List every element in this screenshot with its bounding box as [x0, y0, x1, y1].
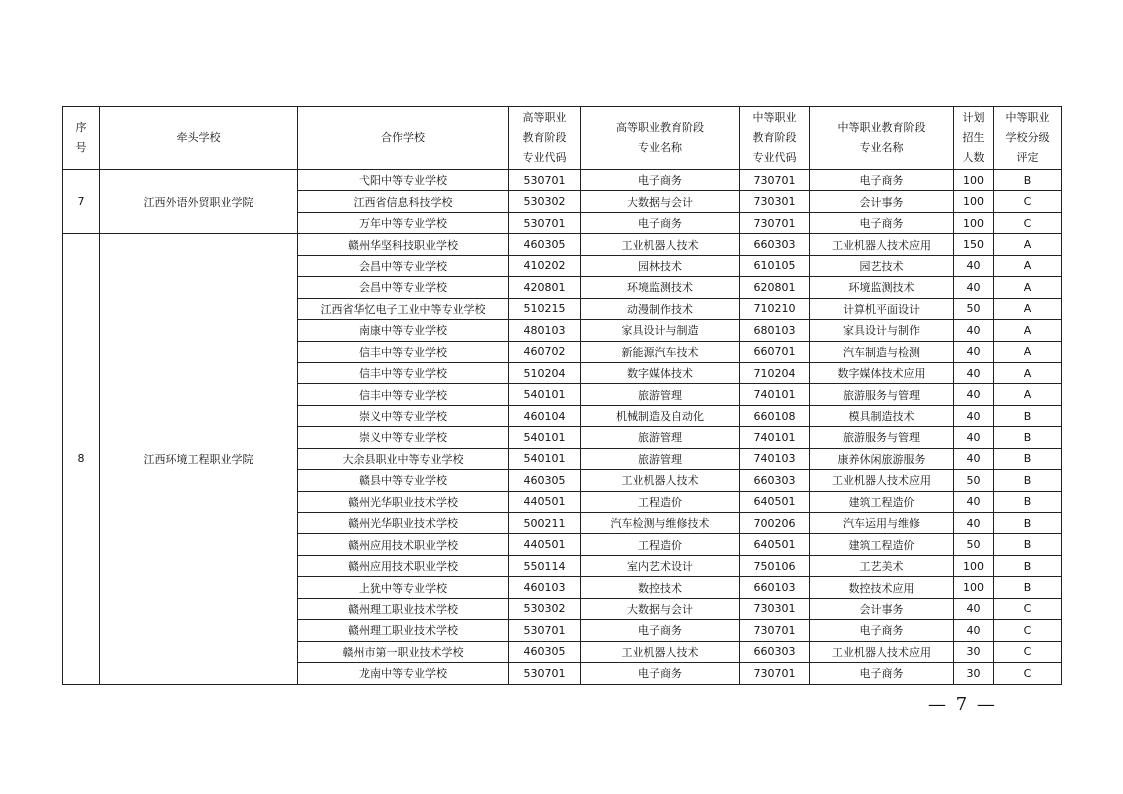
cell-secondary-major: 工艺美术	[810, 555, 954, 576]
cell-grade: B	[994, 405, 1062, 426]
cell-secondary-code: 620801	[740, 277, 810, 298]
cell-secondary-code: 730701	[740, 212, 810, 233]
cell-higher-major: 电子商务	[581, 620, 740, 641]
cell-grade: B	[994, 534, 1062, 555]
cell-coop-school: 上犹中等专业学校	[298, 577, 509, 598]
table-row	[63, 234, 1062, 255]
cell-higher-code: 530302	[509, 191, 581, 212]
cell-plan-count: 100	[954, 191, 994, 212]
cell-higher-major: 室内艺术设计	[581, 555, 740, 576]
cell-higher-code: 530701	[509, 620, 581, 641]
cell-plan-count: 100	[954, 555, 994, 576]
cell-secondary-major: 电子商务	[810, 170, 954, 191]
cell-plan-count: 50	[954, 298, 994, 319]
cell-plan-count: 40	[954, 427, 994, 448]
cell-plan-count: 40	[954, 491, 994, 512]
cell-higher-code: 540101	[509, 427, 581, 448]
cell-grade: B	[994, 470, 1062, 491]
cell-coop-school: 会昌中等专业学校	[298, 255, 509, 276]
cell-secondary-major: 工业机器人技术应用	[810, 641, 954, 662]
cell-secondary-code: 750106	[740, 555, 810, 576]
cell-grade: A	[994, 384, 1062, 405]
cell-higher-code: 480103	[509, 320, 581, 341]
cell-coop-school: 万年中等专业学校	[298, 212, 509, 233]
cell-secondary-code: 730701	[740, 620, 810, 641]
cell-plan-count: 40	[954, 277, 994, 298]
cell-higher-code: 530302	[509, 598, 581, 619]
cell-coop-school: 赣州华坚科技职业学校	[298, 234, 509, 255]
cell-higher-major: 动漫制作技术	[581, 298, 740, 319]
cell-higher-code: 540101	[509, 448, 581, 469]
cell-higher-major: 工程造价	[581, 534, 740, 555]
cell-higher-code: 440501	[509, 491, 581, 512]
cell-higher-code: 460305	[509, 234, 581, 255]
cell-lead-school: 江西外语外贸职业学院	[100, 170, 298, 234]
cell-secondary-major: 工业机器人技术应用	[810, 234, 954, 255]
cell-higher-code: 460104	[509, 405, 581, 426]
cell-secondary-code: 640501	[740, 491, 810, 512]
cell-secondary-code: 680103	[740, 320, 810, 341]
cell-plan-count: 40	[954, 341, 994, 362]
cell-secondary-major: 旅游服务与管理	[810, 427, 954, 448]
cell-grade: C	[994, 663, 1062, 684]
cell-higher-major: 数字媒体技术	[581, 362, 740, 383]
cell-higher-code: 460702	[509, 341, 581, 362]
cell-secondary-code: 660701	[740, 341, 810, 362]
cell-coop-school: 信丰中等专业学校	[298, 362, 509, 383]
cell-plan-count: 150	[954, 234, 994, 255]
cell-plan-count: 40	[954, 448, 994, 469]
page-number: — 7 —	[928, 694, 997, 715]
cell-coop-school: 大余县职业中等专业学校	[298, 448, 509, 469]
cell-higher-code: 460103	[509, 577, 581, 598]
cell-plan-count: 50	[954, 470, 994, 491]
cell-grade: C	[994, 620, 1062, 641]
cell-secondary-code: 660103	[740, 577, 810, 598]
cell-higher-major: 电子商务	[581, 170, 740, 191]
cell-higher-major: 大数据与会计	[581, 191, 740, 212]
cell-coop-school: 赣州理工职业技术学校	[298, 620, 509, 641]
cell-higher-major: 工业机器人技术	[581, 234, 740, 255]
cell-higher-code: 530701	[509, 663, 581, 684]
cell-coop-school: 赣县中等专业学校	[298, 470, 509, 491]
cell-secondary-code: 730301	[740, 191, 810, 212]
cell-plan-count: 30	[954, 641, 994, 662]
cell-secondary-code: 610105	[740, 255, 810, 276]
cell-higher-code: 550114	[509, 555, 581, 576]
cell-secondary-major: 会计事务	[810, 598, 954, 619]
cell-higher-code: 510215	[509, 298, 581, 319]
cell-higher-major: 工业机器人技术	[581, 470, 740, 491]
cell-higher-major: 数控技术	[581, 577, 740, 598]
cell-plan-count: 50	[954, 534, 994, 555]
cell-plan-count: 40	[954, 384, 994, 405]
cell-grade: A	[994, 362, 1062, 383]
cell-secondary-major: 环境监测技术	[810, 277, 954, 298]
header-higher-major: 高等职业教育阶段 专业名称	[581, 107, 740, 170]
cell-secondary-major: 会计事务	[810, 191, 954, 212]
cell-plan-count: 40	[954, 513, 994, 534]
cell-higher-major: 汽车检测与维修技术	[581, 513, 740, 534]
cell-secondary-major: 电子商务	[810, 212, 954, 233]
cell-plan-count: 40	[954, 362, 994, 383]
cell-secondary-code: 740103	[740, 448, 810, 469]
cell-higher-code: 510204	[509, 362, 581, 383]
header-seq: 序 号	[63, 107, 100, 170]
cell-secondary-major: 旅游服务与管理	[810, 384, 954, 405]
cell-coop-school: 赣州应用技术职业学校	[298, 534, 509, 555]
cell-grade: C	[994, 598, 1062, 619]
cell-grade: A	[994, 341, 1062, 362]
cell-grade: B	[994, 577, 1062, 598]
cell-coop-school: 江西省华忆电子工业中等专业学校	[298, 298, 509, 319]
cell-grade: B	[994, 513, 1062, 534]
header-lead-school: 牵头学校	[100, 107, 298, 170]
cell-grade: A	[994, 298, 1062, 319]
cell-secondary-code: 740101	[740, 427, 810, 448]
cell-grade: C	[994, 641, 1062, 662]
cell-secondary-code: 730701	[740, 170, 810, 191]
cell-secondary-code: 660303	[740, 641, 810, 662]
cell-secondary-code: 740101	[740, 384, 810, 405]
cell-grade: B	[994, 555, 1062, 576]
header-secondary-major: 中等职业教育阶段 专业名称	[810, 107, 954, 170]
cell-higher-major: 大数据与会计	[581, 598, 740, 619]
cell-higher-code: 540101	[509, 384, 581, 405]
cell-higher-code: 460305	[509, 470, 581, 491]
cell-plan-count: 40	[954, 320, 994, 341]
cell-secondary-major: 汽车运用与维修	[810, 513, 954, 534]
cell-secondary-code: 730701	[740, 663, 810, 684]
cell-higher-code: 440501	[509, 534, 581, 555]
cell-plan-count: 40	[954, 620, 994, 641]
cell-secondary-major: 模具制造技术	[810, 405, 954, 426]
cell-higher-code: 420801	[509, 277, 581, 298]
cell-coop-school: 江西省信息科技学校	[298, 191, 509, 212]
cell-secondary-major: 家具设计与制作	[810, 320, 954, 341]
cell-plan-count: 40	[954, 598, 994, 619]
cell-secondary-major: 建筑工程造价	[810, 491, 954, 512]
header-row	[63, 107, 1062, 170]
cell-grade: B	[994, 170, 1062, 191]
header-plan-count: 计划 招生 人数	[954, 107, 994, 170]
header-coop-school: 合作学校	[298, 107, 509, 170]
cell-grade: C	[994, 191, 1062, 212]
cell-higher-code: 530701	[509, 170, 581, 191]
cell-plan-count: 100	[954, 212, 994, 233]
cell-higher-major: 新能源汽车技术	[581, 341, 740, 362]
cell-coop-school: 赣州光华职业技术学校	[298, 491, 509, 512]
cell-secondary-code: 640501	[740, 534, 810, 555]
cell-grade: B	[994, 427, 1062, 448]
cell-secondary-major: 电子商务	[810, 620, 954, 641]
header-secondary-code: 中等职业 教育阶段 专业代码	[740, 107, 810, 170]
cell-higher-major: 旅游管理	[581, 427, 740, 448]
cell-higher-major: 电子商务	[581, 212, 740, 233]
cell-grade: A	[994, 255, 1062, 276]
cell-coop-school: 赣州光华职业技术学校	[298, 513, 509, 534]
cell-plan-count: 100	[954, 170, 994, 191]
cell-higher-major: 工业机器人技术	[581, 641, 740, 662]
cell-higher-major: 电子商务	[581, 663, 740, 684]
cell-grade: C	[994, 212, 1062, 233]
cell-secondary-major: 计算机平面设计	[810, 298, 954, 319]
cell-higher-major: 机械制造及自动化	[581, 405, 740, 426]
cell-seq: 7	[63, 170, 100, 234]
cell-coop-school: 弋阳中等专业学校	[298, 170, 509, 191]
header-higher-code: 高等职业 教育阶段 专业代码	[509, 107, 581, 170]
cell-secondary-major: 汽车制造与检测	[810, 341, 954, 362]
enrollment-table	[62, 106, 1062, 685]
cell-secondary-code: 660303	[740, 470, 810, 491]
cell-secondary-major: 电子商务	[810, 663, 954, 684]
cell-higher-major: 家具设计与制造	[581, 320, 740, 341]
cell-grade: B	[994, 491, 1062, 512]
cell-higher-major: 旅游管理	[581, 384, 740, 405]
cell-coop-school: 信丰中等专业学校	[298, 384, 509, 405]
header-grade: 中等职业 学校分级 评定	[994, 107, 1062, 170]
cell-lead-school: 江西环境工程职业学院	[100, 234, 298, 684]
cell-higher-major: 旅游管理	[581, 448, 740, 469]
cell-higher-major: 工程造价	[581, 491, 740, 512]
cell-higher-code: 530701	[509, 212, 581, 233]
cell-secondary-code: 700206	[740, 513, 810, 534]
cell-grade: A	[994, 234, 1062, 255]
cell-higher-code: 500211	[509, 513, 581, 534]
cell-secondary-major: 数字媒体技术应用	[810, 362, 954, 383]
cell-higher-major: 园林技术	[581, 255, 740, 276]
cell-plan-count: 100	[954, 577, 994, 598]
cell-coop-school: 信丰中等专业学校	[298, 341, 509, 362]
cell-coop-school: 崇义中等专业学校	[298, 427, 509, 448]
cell-coop-school: 崇义中等专业学校	[298, 405, 509, 426]
cell-coop-school: 龙南中等专业学校	[298, 663, 509, 684]
cell-higher-code: 410202	[509, 255, 581, 276]
cell-secondary-code: 660108	[740, 405, 810, 426]
cell-secondary-code: 710210	[740, 298, 810, 319]
cell-coop-school: 赣州市第一职业技术学校	[298, 641, 509, 662]
cell-secondary-code: 660303	[740, 234, 810, 255]
cell-secondary-major: 工业机器人技术应用	[810, 470, 954, 491]
cell-grade: B	[994, 448, 1062, 469]
cell-plan-count: 40	[954, 255, 994, 276]
cell-secondary-major: 数控技术应用	[810, 577, 954, 598]
cell-higher-code: 460305	[509, 641, 581, 662]
cell-higher-major: 环境监测技术	[581, 277, 740, 298]
cell-secondary-code: 730301	[740, 598, 810, 619]
cell-grade: A	[994, 320, 1062, 341]
cell-secondary-major: 园艺技术	[810, 255, 954, 276]
cell-plan-count: 30	[954, 663, 994, 684]
cell-coop-school: 南康中等专业学校	[298, 320, 509, 341]
cell-seq: 8	[63, 234, 100, 684]
table-row	[63, 170, 1062, 191]
cell-secondary-code: 710204	[740, 362, 810, 383]
cell-coop-school: 赣州应用技术职业学校	[298, 555, 509, 576]
cell-secondary-major: 康养休闲旅游服务	[810, 448, 954, 469]
cell-grade: A	[994, 277, 1062, 298]
cell-plan-count: 40	[954, 405, 994, 426]
cell-coop-school: 赣州理工职业技术学校	[298, 598, 509, 619]
cell-secondary-major: 建筑工程造价	[810, 534, 954, 555]
cell-coop-school: 会昌中等专业学校	[298, 277, 509, 298]
